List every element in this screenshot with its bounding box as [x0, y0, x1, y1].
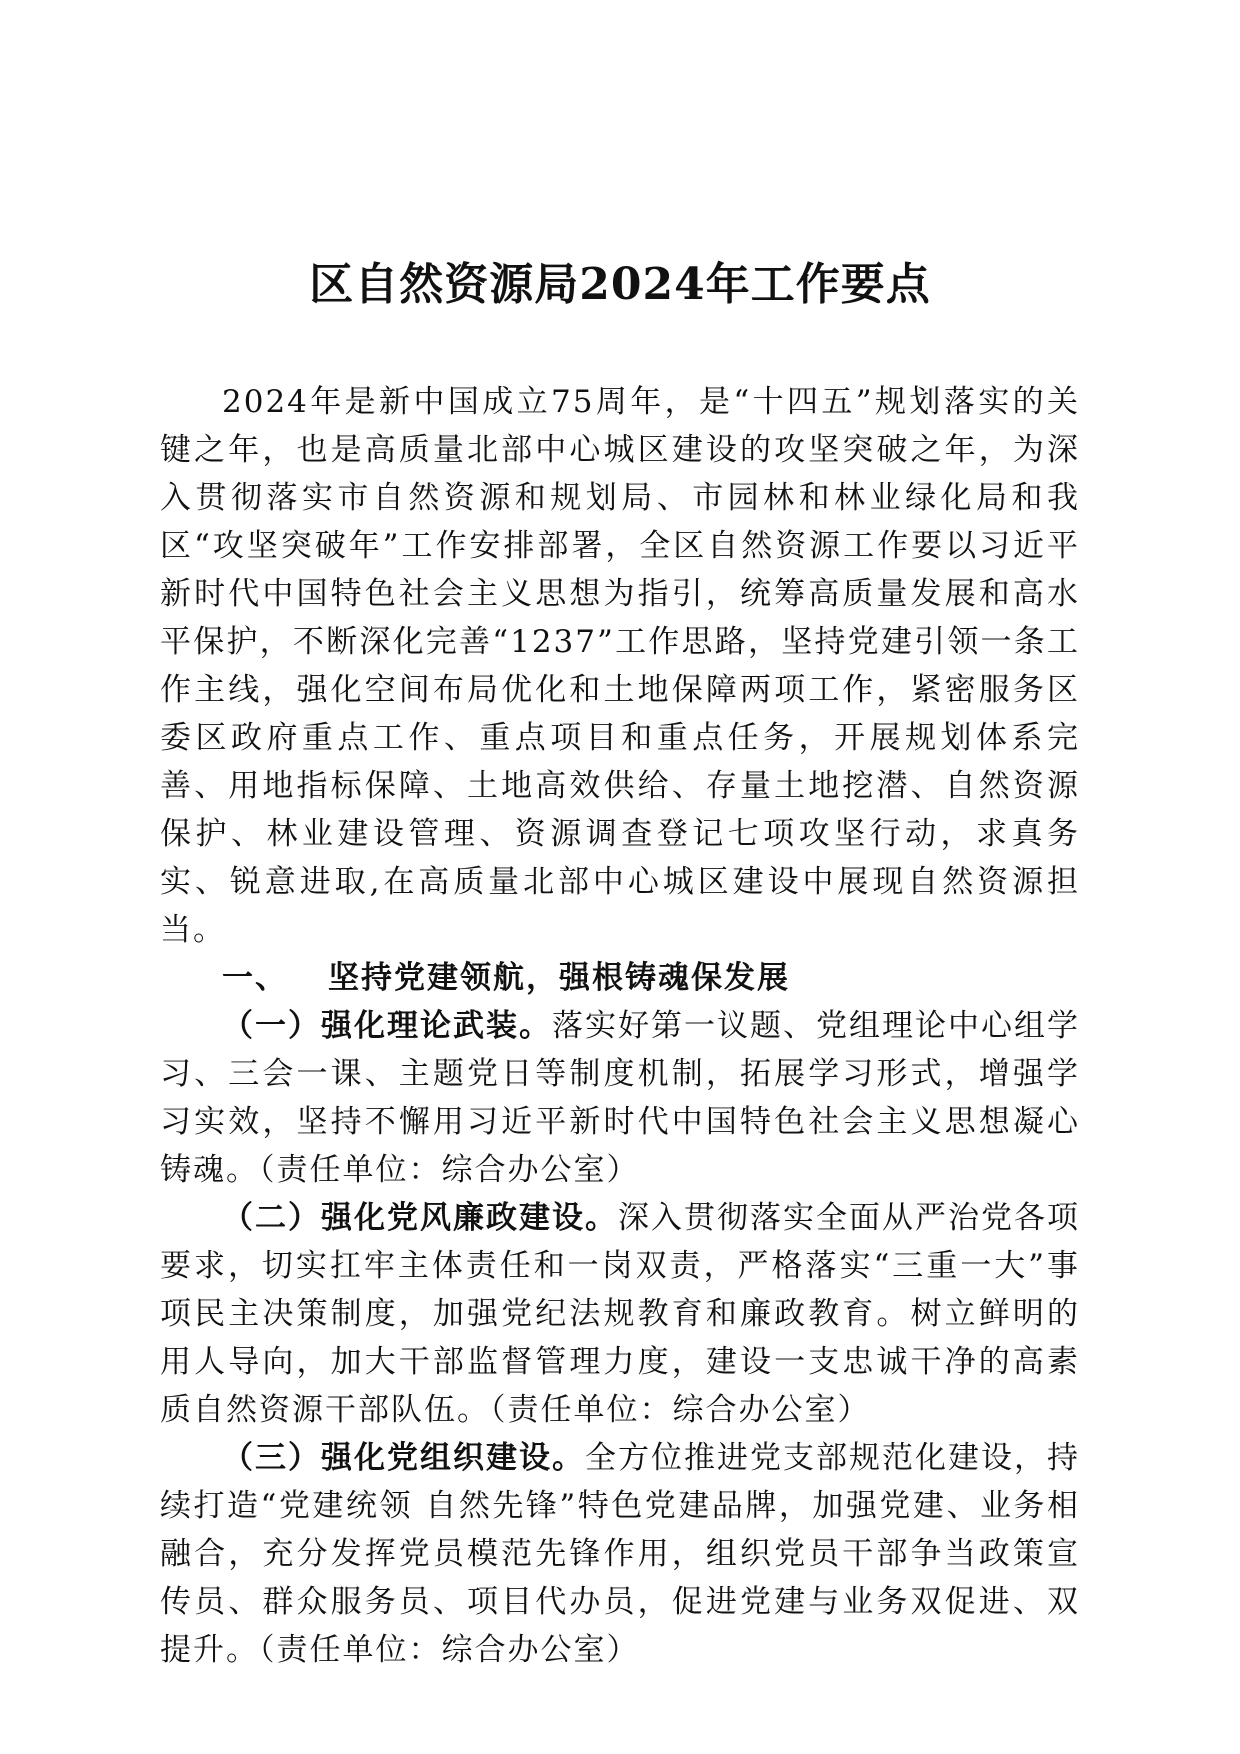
section-heading-text: 坚持党建领航，强根铸魂保发展 [328, 960, 790, 996]
section-item-text: 全方位推进党支部规范化建设，持续打造“党建统领 自然先锋”特色党建品牌，加强党建、业务相融合，充分发挥党员模范先锋作用，组织党员干部争当政策宣传员、群众服务员、项目代办员，促进党建与业务双促进、双提升。（责任单位：综合办公室） [160, 1440, 1080, 1668]
document-body [160, 378, 1080, 1674]
section-item-text: 深入贯彻落实全面从严治党各项要求，切实扛牢主体责任和一岗双责，严格落实“三重一大”事项民主决策制度，加强党纪法规教育和廉政教育。树立鲜明的用人导向，加大干部监督管理力度，建设一支忠诚干净的高素质自然资源干部队伍。（责任单位：综合办公室） [160, 1200, 1080, 1428]
section-item-text: 落实好第一议题、党组理论中心组学习、三会一课、主题党日等制度机制，拓展学习形式，增强学习实效，坚持不懈用习近平新时代中国特色社会主义思想凝心铸魂。（责任单位：综合办公室） [160, 1008, 1080, 1188]
section-number: 一、 [222, 960, 288, 996]
section-item [160, 1194, 1080, 1434]
section-item [160, 1002, 1080, 1194]
section-item-label: （一）强化理论武装。 [222, 1008, 552, 1044]
section-item-label: （三）强化党组织建设。 [222, 1440, 585, 1476]
intro-paragraph: 2024年是新中国成立75周年，是“十四五”规划落实的关键之年，也是高质量北部中心城区建设的攻坚突破之年，为深入贯彻落实市自然资源和规划局、市园林和林业绿化局和我区“攻坚突破年”工作安排部署，全区自然资源工作要以习近平新时代中国特色社会主义思想为指引，统筹高质量发展和高水平保护，不断深化完善“1237”工作思路，坚持党建引领一条工作主线，强化空间布局优化和土地保障两项工作，紧密服务区委区政府重点工作、重点项目和重点任务，开展规划体系完善、用地指标保障、土地高效供给、存量土地挖潜、自然资源保护、林业建设管理、资源调查登记七项攻坚行动，求真务实、锐意进取,在高质量北部中心城区建设中展现自然资源担当。 [160, 384, 1080, 948]
document-title: 区自然资源局2024年工作要点 [309, 259, 931, 311]
section-item-label: （二）强化党风廉政建设。 [222, 1200, 618, 1236]
section-item [160, 1434, 1080, 1674]
section-heading [160, 954, 1080, 1002]
